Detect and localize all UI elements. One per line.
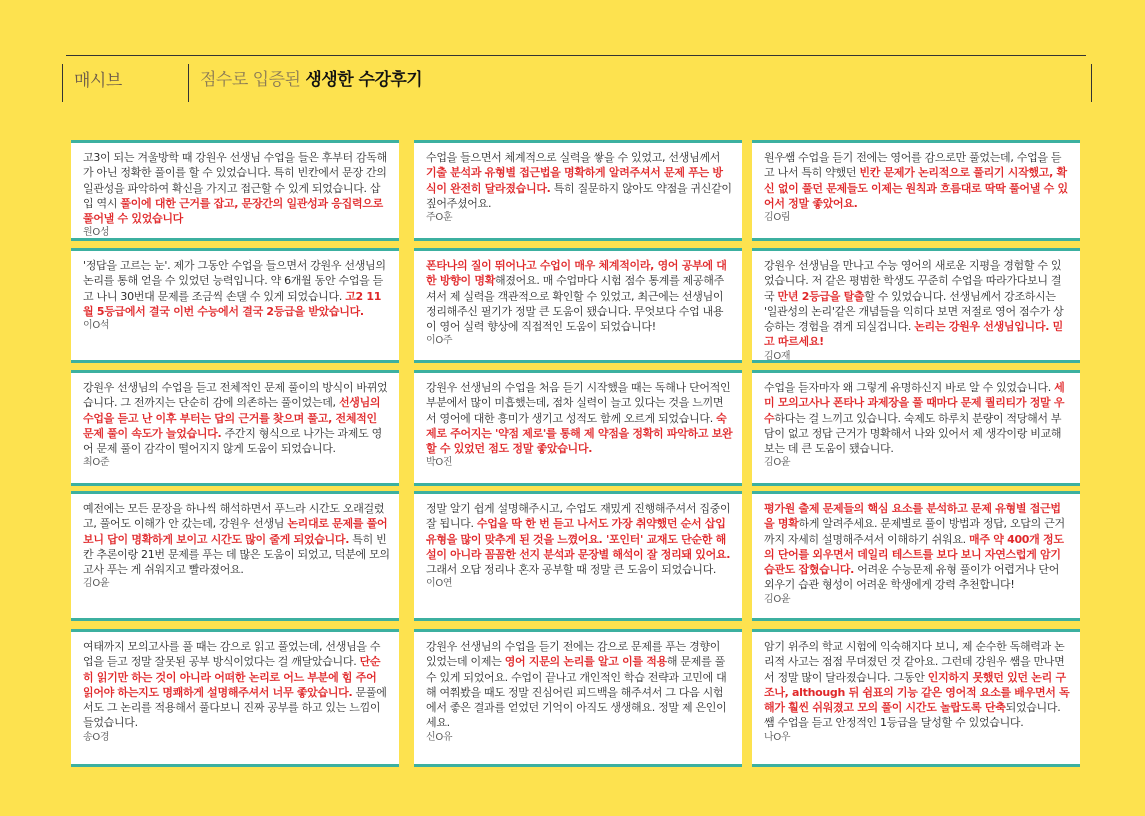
review-highlight: 풀이에 대한 근거를 잡고, 문장간의 일관성과 응집력으로 풀어낼 수 있었습니다 — [83, 196, 383, 226]
review-text — [426, 501, 733, 577]
left-edge-bar — [62, 64, 63, 102]
review-segment: 해졌어요. 매 수업마다 시험 점수 통계를 제공해주셔서 제 실력을 객관적으로 확인할 수 있었고, 최근에는 선생님이 정리해주신 필기가 정말 큰 도움이 됐습니다. 무엇보다 수업 내용이 영어 실력 향상에 직접적인 도움이 되었습니다! — [426, 274, 724, 334]
review-author: 신O유 — [426, 731, 453, 743]
page-title-bold: 생생한 수강후기 — [305, 70, 423, 90]
review-author: 송O경 — [83, 731, 110, 743]
review-segment: 고3이 되는 겨울방학 때 강원우 선생님 수업을 들은 후부터 감독해가 아닌 정확한 풀이를 할 수 있었습니다. 특히 빈칸에서 문장 간의 일관성을 파악하여 확신을 가지고 접근할 수 있게 되었습니다. 삽입 역시 — [83, 151, 387, 210]
page-title-light: 점수로 입증된 — [200, 70, 306, 90]
review-highlight: 숙제로 주어지는 '약점 제로'를 통해 제 약점을 정확히 파악하고 보완할 수 있었던 점도 정말 좋았습니다. — [426, 411, 733, 456]
review-text — [764, 258, 1071, 350]
review-text — [83, 258, 390, 319]
review-text — [426, 380, 733, 456]
review-highlight: 논리는 강원우 선생님입니다. 믿고 따르세요! — [764, 320, 1063, 349]
review-text — [764, 501, 1071, 593]
review-text — [426, 150, 733, 211]
review-author: 나O우 — [764, 731, 791, 743]
review-segment: 문풀에서도 그 논리를 적용해서 풀다보니 진짜 공부를 하고 있는 느낌이 들었습니다. — [83, 685, 387, 730]
review-highlight: 평가원 출제 문제들의 핵심 요소를 분석하고 문제 유형별 접근법을 명확 — [764, 502, 1061, 531]
review-highlight: 기출 분석과 유형별 접근법을 명확하게 알려주셔서 문제 푸는 방식이 완전히 달라졌습니다. — [426, 166, 723, 195]
review-card — [752, 370, 1080, 486]
top-divider — [66, 55, 1086, 56]
review-card — [752, 140, 1080, 241]
review-card — [71, 248, 399, 363]
review-segment: 수업을 듣자마자 왜 그렇게 유명하신지 바로 알 수 있었습니다. — [764, 381, 1055, 394]
review-card — [752, 248, 1080, 363]
header-separator — [188, 64, 189, 102]
review-segment: '정답을 고르는 눈'. 제가 그동안 수업을 들으면서 강원우 선생님의 논리를 통해 얻을 수 있었던 능력입니다. 약 6개월 동안 수업을 듣고 나니 30번대 문제를 조금씩 손댈 수 있게 되었습니다. — [83, 259, 386, 303]
review-segment: 어려운 수능문제 유형 풀이가 어렵거나 단어 외우기 습관 형성이 어려운 학생에게 강력 추천합니다! — [764, 563, 1060, 592]
review-segment: 해 문제를 풀 수 있게 되었어요. 수업이 끝나고 개인적인 학습 전략과 고민에 대해 여쭤봤을 때도 정말 진심어린 피드백을 해주셔서 그 다음 시험에서 좋은 결과를 얻었던 기억이 아직도 생생해요. 정말 제 은인이세요. — [426, 655, 727, 730]
review-card — [71, 140, 399, 241]
review-segment: 수업을 들으면서 체계적으로 실력을 쌓을 수 있었고, 선생님께서 — [426, 151, 721, 164]
review-author: 김O재 — [764, 350, 791, 362]
review-highlight: 영어 지문의 논리를 알고 이를 적용 — [504, 655, 667, 669]
review-highlight: 폰타나의 질이 뛰어나고 수업이 매우 체계적이라, 영어 공부에 대한 방향이 명확 — [426, 259, 727, 288]
review-highlight: 논리대로 문제를 풀어보니 답이 명확하게 보이고 시간도 많이 줄게 되었습니다. — [83, 517, 388, 546]
right-edge-bar — [1091, 64, 1092, 102]
review-author: 박O진 — [426, 457, 453, 469]
review-segment: 특히 질문하지 않아도 약점을 귀신같이 짚어주셨어요. — [426, 181, 732, 210]
review-segment: 강원우 선생님의 수업을 듣기 전에는 감으로 문제를 푸는 경향이 있었는데 이제는 — [426, 640, 721, 669]
review-author: 이O주 — [426, 335, 453, 347]
review-highlight: 세미 모의고사나 폰타나 과제장을 풀 때마다 문제 퀄리티가 정말 우수 — [764, 381, 1065, 425]
review-highlight: 매주 약 400개 정도의 단어를 외우면서 데일리 테스트를 보다 보니 자연스럽게 암기 습관도 잡혔습니다. — [764, 532, 1064, 577]
review-segment: 하게 알려주세요. 문제별로 풀이 방법과 정답, 오답의 근거까지 자세히 설명해주셔서 이해하기 쉬워요. — [764, 517, 1065, 546]
review-card — [71, 370, 399, 486]
review-text — [764, 150, 1071, 211]
review-text — [83, 150, 390, 226]
review-author: 김O림 — [764, 212, 791, 224]
review-text — [426, 639, 733, 731]
review-highlight: 빈칸 문제가 논리적으로 풀리기 시작했고, 확신 없이 풀던 문제들도 이제는 원칙과 흐름대로 딱딱 풀어낼 수 있어서 정말 좋았어요. — [764, 166, 1068, 210]
review-text — [764, 380, 1071, 456]
review-segment: 정말 알기 쉽게 설명해주시고, 수업도 재밌게 진행해주셔서 집중이 잘 됩니다. — [426, 502, 731, 531]
review-card — [414, 491, 742, 621]
review-highlight: 선생님의 수업을 듣고 난 이후 부터는 답의 근거를 찾으며 풀고, 전체적인 문제 풀이 속도가 늘었습니다. — [83, 396, 381, 440]
review-card — [414, 370, 742, 486]
review-card — [414, 248, 742, 363]
page-title — [200, 65, 422, 90]
review-card — [752, 491, 1080, 621]
review-text — [83, 501, 390, 577]
review-highlight: 단순히 읽기만 하는 것이 아니라 어떠한 논리로 어느 부분에 힘 주어 읽어야 하는지도 명쾌하게 설명해주셔서 너무 좋았습니다. — [83, 655, 381, 699]
review-text — [83, 639, 390, 731]
review-author: 원O성 — [83, 227, 110, 239]
review-highlight: 고2 11월 5등급에서 결국 이번 수능에서 결국 2등급을 받았습니다. — [83, 289, 382, 318]
review-text — [83, 380, 390, 456]
review-segment: 강원우 선생님의 수업을 듣고 전체적인 문제 풀이의 방식이 바뀌었습니다. 그 전까지는 단순히 감에 의존하는 풀이었는데, — [83, 381, 388, 410]
review-author: 이O연 — [426, 578, 453, 590]
review-author: 주O훈 — [426, 212, 453, 224]
review-segment: 암기 위주의 학교 시험에 익숙해지다 보니, 제 순수한 독해력과 논리적 사고는 점점 무뎌졌던 것 같아요. 그런데 강원우 쌤을 만나면서 정말 많이 달라졌습니다. 그동안 — [764, 640, 1065, 684]
review-author: 김O윤 — [764, 593, 791, 605]
review-card — [71, 491, 399, 621]
review-segment: 강원우 선생님을 만나고 수능 영어의 새로운 지평을 경험할 수 있었습니다. 저 같은 평범한 학생도 꾸준히 수업을 따라가다보니 결국 — [764, 259, 1062, 303]
review-card — [414, 629, 742, 767]
review-card — [414, 140, 742, 241]
review-segment: 그래서 오답 정리나 혼자 공부할 때 정말 큰 도움이 되었습니다. — [426, 563, 717, 577]
review-highlight: 수업을 딱 한 번 듣고 나서도 가장 취약했던 순서 삽입 유형을 많이 맞추게 된 것을 느꼈어요. '포인터' 교재도 단순한 해설이 아니라 꼼꼼한 선지 분석과 문장별 해석이 잘 정리돼 있어요. — [426, 517, 731, 561]
review-segment: 강원우 선생님의 수업을 처음 듣기 시작했을 때는 독해나 단어적인 부분에서 많이 미흡했는데, 점차 실력이 늘고 있다는 것을 느끼면서 영어에 대한 흥미가 생기고 성적도 함께 오르게 되었습니다. — [426, 381, 731, 425]
review-author: 최O준 — [83, 457, 110, 469]
review-segment: 주간지 형식으로 나가는 과제도 영어 문제 풀이 감각이 떨어지지 않게 도움이 되었습니다. — [83, 426, 382, 456]
review-author: 김O윤 — [83, 578, 110, 590]
review-card — [752, 629, 1080, 767]
review-text — [426, 258, 733, 334]
review-text — [764, 639, 1071, 731]
brand-name: 매시브 — [74, 71, 122, 91]
review-card — [71, 629, 399, 767]
review-segment: 여태까지 모의고사를 풀 때는 감으로 읽고 풀었는데, 선생님을 수업을 듣고 정말 잘못된 공부 방식이었다는 걸 깨달았습니다. — [83, 640, 381, 669]
review-segment: 하다는 걸 느끼고 있습니다. 숙제도 하루치 분량이 적당해서 부담이 없고 정답 근거가 명확해서 나와 있어서 제 생각이랑 비교해보는 데 큰 도움이 됐습니다. — [764, 411, 1062, 456]
review-highlight: 인지하지 못했던 있던 논리 구조나, although 뒤 쉼표의 기능 같은 영어적 요소를 배우면서 독해가 훨씬 쉬워졌고 모의 풀이 시간도 놀랍도록 단축 — [764, 670, 1070, 715]
review-segment: 할 수 있었습니다. 선생님께서 강조하시는 '일관성의 논리'같은 개념들을 익히다 보면 저절로 영어 점수가 상승하는 경험을 겪게 되실겁니다. — [764, 289, 1064, 334]
review-author: 김O윤 — [764, 457, 791, 469]
review-highlight: 만년 2등급을 탈출 — [777, 289, 865, 303]
review-segment: 되었습니다. 쌤 수업을 듣고 안정적인 1등급을 달성할 수 있었습니다. — [764, 701, 1061, 730]
review-segment: 특히 빈칸 추론이랑 21번 문제를 푸는 데 많은 도움이 되었고, 덕분에 모의고사 푸는 게 쉬워지고 빨라졌어요. — [83, 532, 390, 577]
review-author: 이O석 — [83, 320, 110, 332]
review-segment: 예전에는 모든 문장을 하나씩 해석하면서 푸느라 시간도 오래걸렸고, 풀어도 이해가 안 갔는데, 강원우 선생님 — [83, 502, 385, 531]
review-segment: 원우쌤 수업을 듣기 전에는 영어를 감으로만 풀었는데, 수업을 듣고 나서 특히 약했던 — [764, 151, 1062, 180]
